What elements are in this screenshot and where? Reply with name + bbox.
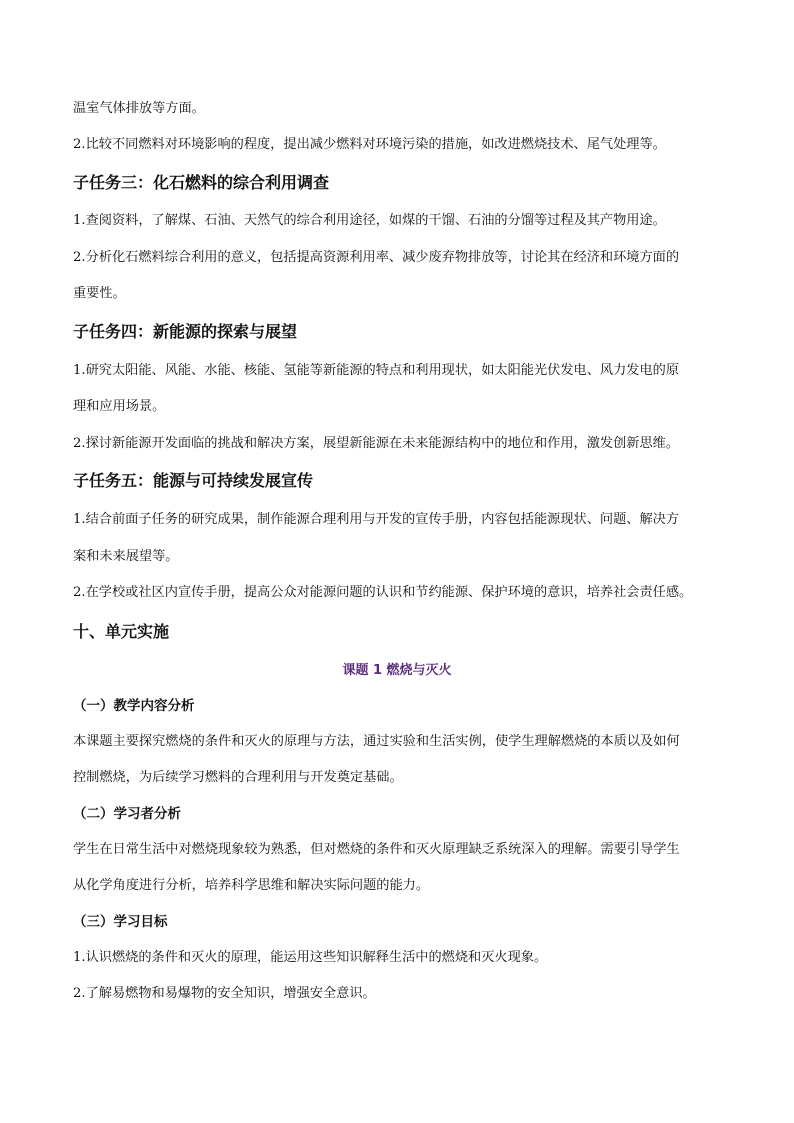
subsection-3-item-2: 2.了解易燃物和易爆物的安全知识，增强安全意识。 [73,986,376,1001]
continuation-line: 温室气体排放等方面。 [73,101,205,116]
subsection-1-heading: （一）教学内容分析 [73,698,195,714]
task4-item-2: 2.探讨新能源开发面临的挑战和解决方案，展望新能源在未来能源结构中的地位和作用，激发创新思维。 [73,436,680,451]
task3-item-2-line-1: 2.分析化石燃料综合利用的意义，包括提高资源利用率、减少废弃物排放等，讨论其在经济和环境方面的 [73,250,680,265]
task4-item-1-line-2: 理和应用场景。 [73,399,166,414]
task4-item-1-line-1: 1.研究太阳能、风能、水能、核能、氢能等新能源的特点和利用现状，如太阳能光伏发电、风力发电的原 [73,363,680,378]
subsection-1-line-1: 本课题主要探究燃烧的条件和灭火的原理与方法，通过实验和生活实例，使学生理解燃烧的本质以及如何 [73,734,680,749]
subsection-3-heading: （三）学习目标 [73,914,168,930]
task3-item-1: 1.查阅资料，了解煤、石油、天然气的综合利用途径，如煤的干馏、石油的分馏等过程及其产物用途。 [73,213,666,228]
section-10-heading: 十、单元实施 [73,622,170,641]
task5-item-1-line-2: 案和未来展望等。 [73,549,179,564]
task5-item-2: 2.在学校或社区内宣传手册，提高公众对能源问题的认识和节约能源、保护环境的意识，培养社会责任感。 [73,585,693,600]
task3-heading: 子任务三：化石燃料的综合利用调查 [73,173,330,192]
subsection-1-line-2: 控制燃烧，为后续学习燃料的合理利用与开发奠定基础。 [73,770,403,785]
task5-heading: 子任务五：能源与可持续发展宣传 [73,471,314,490]
subsection-2-heading: （二）学习者分析 [73,806,181,822]
task3-item-2-line-2: 重要性。 [73,286,126,301]
lesson-title: 课题 1 燃烧与灭火 [342,663,452,678]
task5-item-1-line-1: 1.结合前面子任务的研究成果，制作能源合理利用与开发的宣传手册，内容包括能源现状、问题、解决方 [73,512,680,527]
subsection-2-line-2: 从化学角度进行分析，培养科学思维和解决实际问题的能力。 [73,878,430,893]
subsection-3-item-1: 1.认识燃烧的条件和灭火的原理，能运用这些知识解释生活中的燃烧和灭火现象。 [73,950,548,965]
subsection-2-line-1: 学生在日常生活中对燃烧现象较为熟悉，但对燃烧的条件和灭火原理缺乏系统深入的理解。需要引导学生 [73,842,680,857]
task2-item-2: 2.比较不同燃料对环境影响的程度，提出减少燃料对环境污染的措施，如改进燃烧技术、尾气处理等。 [73,137,666,152]
task4-heading: 子任务四：新能源的探索与展望 [73,322,298,341]
